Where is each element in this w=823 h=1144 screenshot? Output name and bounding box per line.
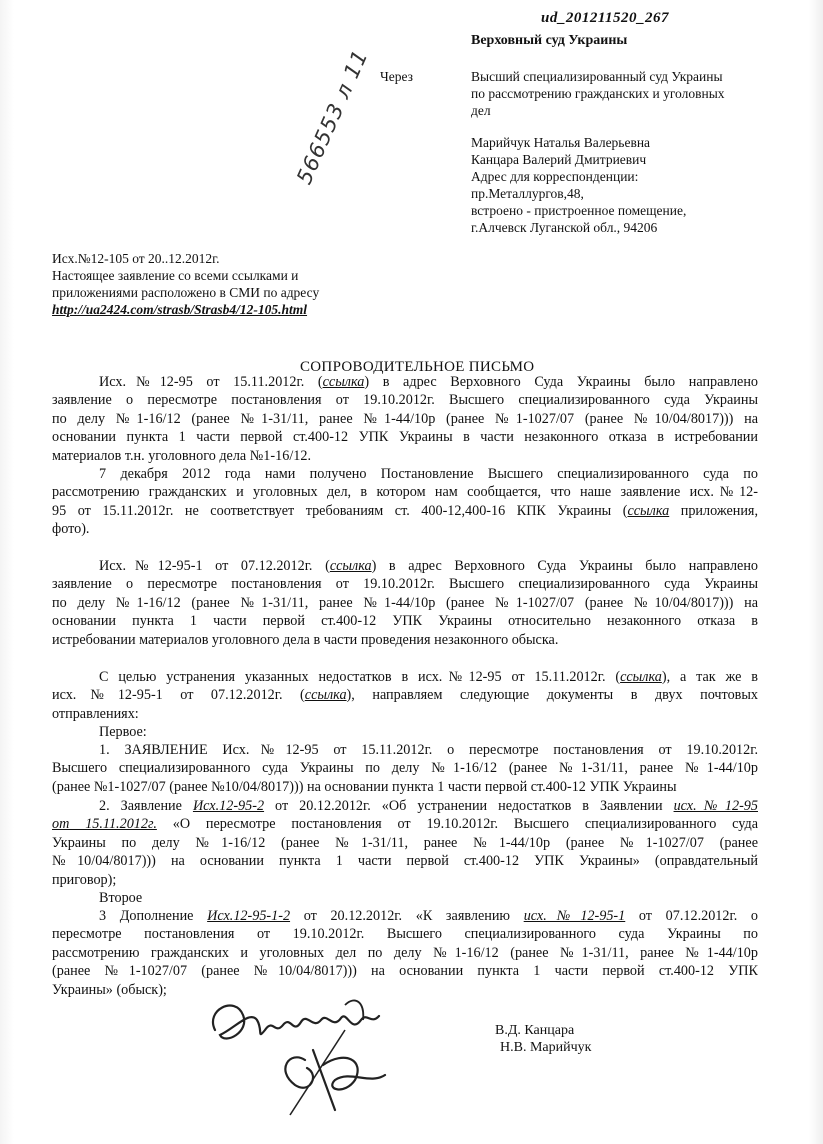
paragraph-3: Исх.№12-95-1 от 07.12.2012г. (ссылка) в адрес Верховного Суда Украины было направлено заявление о пересмотре постановления от 19.10.2012г. Высшего специализированного суда Украины по делу №1-16/12 (ранее №1-31/11, ранее №1-44/10р (ранее №1-1027/07 (ранее №10/04/8017))) на основании пункта 1 части первой ст.400-12 УПК Украины относительно незаконного отказа в истребовании материалов уголовного дела в части проведения незаконного обыска. [52, 558, 759, 648]
intermediary-line: Высший специализированный суд Украины [471, 69, 723, 84]
signatory-name: В.Д. Канцара [495, 1023, 575, 1038]
signatory-block [495, 1022, 591, 1056]
reference-url-link[interactable]: http://ua2424.com/strasb/Strasb4/12-105.html [52, 302, 308, 317]
link-doc[interactable]: Исх.12-95-1-2 [207, 908, 291, 924]
via-label: Через [380, 69, 414, 84]
senders-block [471, 134, 686, 236]
item-3: 3 Дополнение Исх.12-95-1-2 от 20.12.2012г. «К заявлению исх.№12-95-1 от 07.12.2012г. о пересмотре постановления от 19.10.2012г. Высшего специализированного суда Украины по рассмотрению гражданских и уголовных дел по делу №1-16/12 (ранее №1-31/11, ранее №1-44/10р (ранее №1-1027/07 (ранее №10/04/8017))) на основании пункта 1 части первой ст.400-12 УПК Украины» (обыск); [52, 908, 759, 998]
reference-note: Настоящее заявление со всеми ссылками и [52, 268, 299, 283]
letter-title: СОПРОВОДИТЕЛЬНОЕ ПИСЬМО [300, 359, 535, 375]
second-label: Второе [99, 890, 143, 906]
link-ref[interactable]: ссылка [620, 669, 662, 685]
address-line: встроено - пристроенное помещение, [471, 203, 687, 218]
paragraph-4: С целью устранения указанных недостатков в исх.№12-95 от 15.11.2012г. (ссылка), а так же в исх.№12-95-1 от 07.12.2012г. (ссылка), направляем следующие документы в двух почтовых отправлениях: [52, 669, 759, 722]
reference-note: приложениями расположено в СМИ по адресу [52, 285, 320, 300]
paragraph-2: 7 декабря 2012 года нами получено Постановление Высшего специализированного суда по рассмотрению гражданских и уголовных дел, в котором нам сообщается, что наше заявление исх.№12- 95 от 15.11.2012г. не соответствует требованиям ст. 400-12,400-16 КПК Украины (ссылка приложения, фото). [52, 466, 758, 538]
link-doc[interactable]: исх.№12-95 [673, 798, 758, 814]
item-1: 1. ЗАЯВЛЕНИЕ Исх.№12-95 от 15.11.2012г. о пересмотре постановления от 19.10.2012г. Высшего специализированного суда Украины по делу №1-16/12 (ранее №1-31/11, ранее №1-44/10р (ранее №1-1027/07 (ранее №10/04/8017))) на основании пункта 1 части первой ст.400-12 УПК Украины [52, 742, 758, 795]
address-line: пр.Металлургов,48, [471, 186, 584, 201]
address-label: Адрес для корреспонденции: [471, 169, 639, 184]
address-line: г.Алчевск Луганской обл., 94206 [471, 220, 658, 235]
item-2: 2. Заявление Исх.12-95-2 от 20.12.2012г. «Об устранении недостатков в Заявлении исх.№12-95 от 15.11.2012г. «О пересмотре постановления от 19.10.2012г. Высшего специализированного суда Украины по делу №1-16/12 (ранее №1-31/11, ранее №1-44/10р (ранее №1-1027/07 (ранее №10/04/8017))) на основании пункта 1 части первой ст.400-12 УПК Украины» (оправдательный приговор); [52, 798, 758, 888]
first-label: Первое: [99, 724, 147, 740]
handwritten-signatures [195, 990, 435, 1120]
link-ref[interactable]: ссылка [627, 502, 670, 519]
link-ref[interactable]: ссылка [322, 374, 365, 390]
link-doc[interactable]: от 15.11.2012г. [52, 816, 157, 833]
link-ref[interactable]: ссылка [329, 558, 372, 574]
reference-number: Исх.№12-105 от 20..12.2012г. [52, 251, 220, 266]
link-ref[interactable]: ссылка [304, 687, 347, 704]
paragraph-1: Исх.№12-95 от 15.11.2012г. (ссылка) в адрес Верховного Суда Украины было направлено заявление о пересмотре постановления от 19.10.2012г. Высшего специализированного суда Украины по делу №1-16/12 (ранее №1-31/11, ранее №1-44/10р (ранее №1-1027/07 (ранее №10/04/8017))) на основании пункта 1 части первой ст.400-12 УПК Украины в части незаконного отказа в истребовании материалов т.н. уголовного дела №1-16/12. [52, 374, 759, 464]
link-doc[interactable]: Исх.12-95-2 [192, 798, 265, 814]
sender-name: Канцара Валерий Дмитриевич [471, 152, 647, 167]
link-doc[interactable]: исх.№12-95-1 [523, 908, 626, 924]
intermediary-line: по рассмотрению гражданских и уголовных [471, 86, 725, 101]
document-id: ud_201211520_267 [541, 10, 670, 26]
intermediary-line: дел [471, 103, 491, 118]
handwritten-registration-number: 566553 л 11 [292, 45, 373, 188]
sender-name: Марийчук Наталья Валерьевна [471, 135, 651, 150]
reference-block [52, 250, 319, 318]
signatory-name: Н.В. Марийчук [500, 1040, 592, 1055]
intermediary-block [471, 68, 725, 119]
recipient: Верховный суд Украины [471, 33, 628, 48]
